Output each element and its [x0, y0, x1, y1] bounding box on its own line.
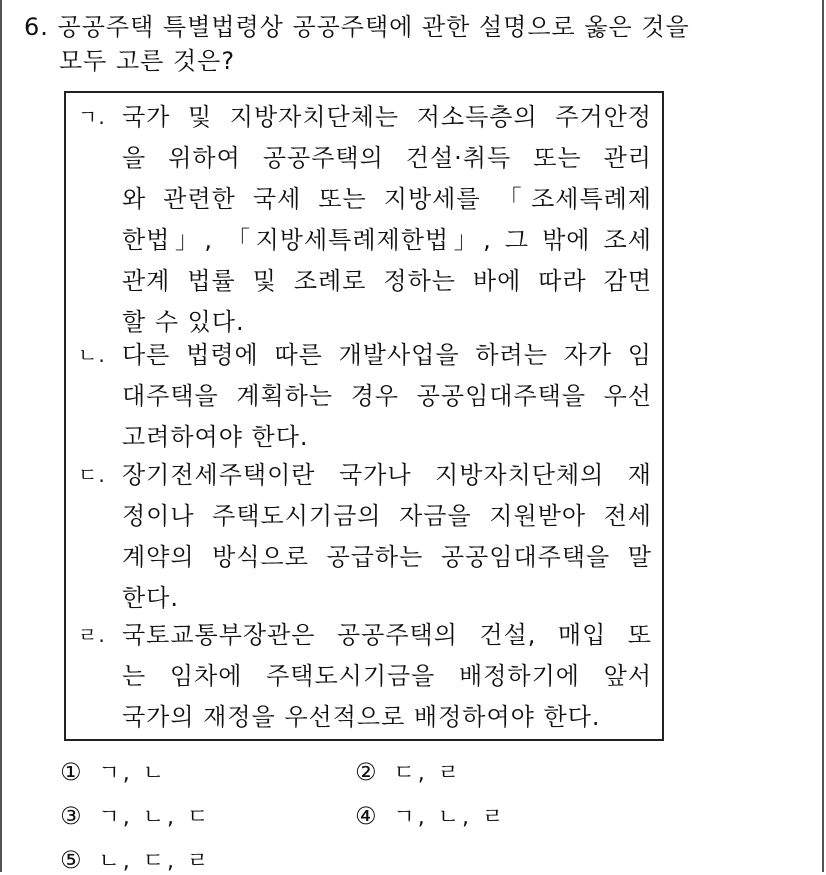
- statement-item-d: [78, 615, 658, 738]
- statement-line: 와 관련한 국세 또는 지방세를 「조세특례제: [122, 185, 652, 213]
- option-1[interactable]: [60, 756, 167, 787]
- option-4[interactable]: [355, 800, 506, 831]
- statement-line: 국토교통부장관은 공공주택의 건설, 매입 또: [122, 621, 652, 649]
- question-line-1: 6. 공공주택 특별법령상 공공주택에 관한 설명으로 옳은 것을: [24, 13, 690, 41]
- statement-line: 국가 및 지방자치단체는 저소득층의 주거안정: [122, 103, 652, 131]
- statement-line: 할 수 있다.: [122, 308, 245, 336]
- option-number: ③: [60, 802, 85, 830]
- statement-line: 한법」, 「지방세특례제한법」, 그 밖에 조세: [122, 226, 652, 254]
- option-number: ⑤: [60, 846, 85, 874]
- statement-line: 고려하여야 한다.: [122, 423, 309, 451]
- option-text: ㄱ, ㄴ, ㄹ: [393, 805, 507, 830]
- question-stem: [24, 10, 784, 78]
- statement-line: 는 임차에 주택도시기금을 배정하기에 앞서: [122, 662, 652, 690]
- statement-line: 계약의 방식으로 공급하는 공공임대주택을 말: [122, 543, 652, 571]
- option-text: ㄱ, ㄴ, ㄷ: [98, 805, 212, 830]
- statement-line: 을 위하여 공공주택의 건설·취득 또는 관리: [122, 144, 652, 172]
- option-number: ④: [355, 802, 380, 830]
- question-line-2: 모두 고른 것은?: [59, 47, 236, 75]
- statement-line: 정이나 주택도시기금의 자금을 지원받아 전세: [122, 502, 652, 530]
- statement-line: 관계 법률 및 조례로 정하는 바에 따라 감면: [122, 267, 652, 295]
- statement-item-c: [78, 455, 658, 619]
- statement-item-a: [78, 97, 658, 343]
- option-3[interactable]: [60, 800, 211, 831]
- statement-line: 한다.: [122, 584, 179, 612]
- option-text: ㄴ, ㄷ, ㄹ: [98, 849, 212, 874]
- statement-marker: ㄷ.: [78, 463, 106, 487]
- option-text: ㄷ, ㄹ: [393, 761, 463, 786]
- statement-line: 국가의 재정을 우선적으로 배정하여야 한다.: [122, 703, 601, 731]
- statement-marker: ㄴ.: [78, 343, 106, 367]
- statement-line: 대주택을 계획하는 경우 공공임대주택을 우선: [122, 382, 652, 410]
- statement-marker: ㄱ.: [78, 105, 106, 129]
- option-number: ②: [355, 758, 380, 786]
- option-text: ㄱ, ㄴ: [98, 761, 168, 786]
- option-5[interactable]: [60, 844, 211, 875]
- statement-line: 장기전세주택이란 국가나 지방자치단체의 재: [122, 461, 652, 489]
- statement-line: 다른 법령에 따른 개발사업을 하려는 자가 임: [122, 341, 652, 369]
- statement-marker: ㄹ.: [78, 623, 106, 647]
- statement-item-b: [78, 335, 658, 458]
- statement-box: [64, 91, 664, 741]
- option-2[interactable]: [355, 756, 462, 787]
- option-number: ①: [60, 758, 85, 786]
